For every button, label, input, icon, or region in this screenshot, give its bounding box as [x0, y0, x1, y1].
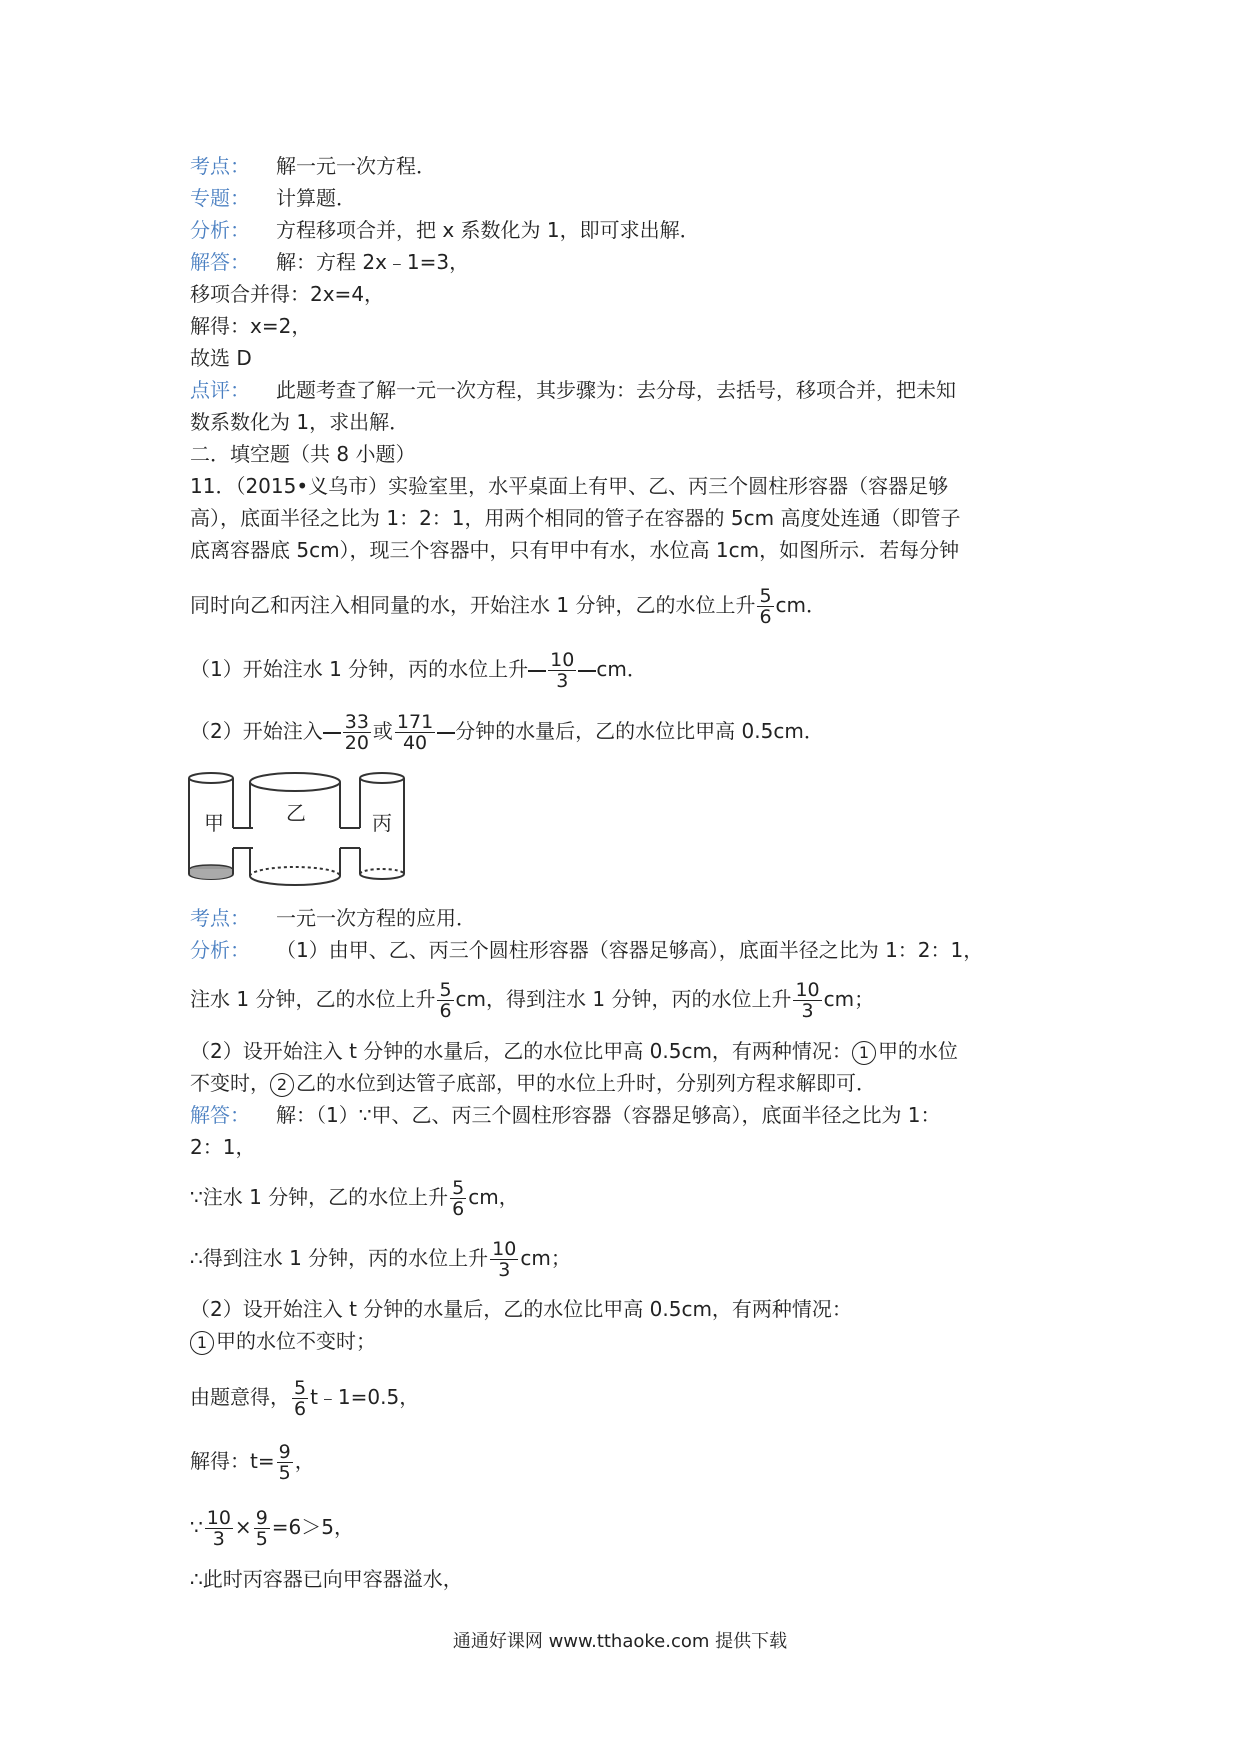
- fenxi-row-2: [190, 937, 1060, 963]
- q11-line-3: 底离容器底 5cm），现三个容器中，只有甲中有水，水位高 1cm，如图所示．若每分钟: [190, 538, 960, 562]
- dianping-row: [190, 377, 1060, 403]
- jieda-row-2: [190, 1102, 1060, 1128]
- jieda2-line-7: [190, 1378, 1060, 1419]
- text: 由题意得，: [190, 1385, 290, 1409]
- q11-line-2: 高），底面半径之比为 1：2：1，用两个相同的管子在容器的 5cm 高度处连通（即管子: [190, 506, 961, 530]
- unit-text: cm．: [596, 657, 647, 681]
- frac-num: 10: [206, 1507, 231, 1529]
- fraction-5-6: [450, 1178, 466, 1219]
- fraction-10-3: [205, 1508, 233, 1549]
- frac-den: 5: [278, 1462, 291, 1484]
- fenxi-row: [190, 217, 1060, 243]
- fraction-10-3: [490, 1239, 518, 1280]
- frac-den: 3: [212, 1528, 225, 1550]
- text: ∴得到注水 1 分钟，丙的水位上升: [190, 1246, 489, 1270]
- fraction-5-6: [757, 586, 773, 627]
- fenxi2-line-3: [190, 1038, 1060, 1065]
- fraction-9-5: [254, 1508, 270, 1549]
- text: 解得：t=: [190, 1449, 275, 1473]
- text: 注水 1 分钟，乙的水位上升: [190, 987, 436, 1011]
- fraction-5-6: [437, 980, 453, 1021]
- text: ∵: [190, 1515, 203, 1539]
- solution-step-3: 故选 D: [190, 346, 252, 370]
- sub2-text: （2）开始注入: [190, 719, 323, 743]
- fraction-9-5: [277, 1442, 293, 1483]
- fraction-5-6: [292, 1378, 308, 1419]
- fraction-171-40: [395, 712, 435, 753]
- frac-num: 10: [550, 649, 575, 671]
- fenxi2-line-4: [190, 1070, 1060, 1097]
- jieda2-line-4: [190, 1239, 1060, 1280]
- label-bing: 丙: [372, 811, 392, 835]
- frac-num: 10: [492, 1238, 517, 1260]
- label-yi: 乙: [286, 801, 306, 825]
- text: （2）设开始注入 t 分钟的水量后，乙的水位比甲高 0.5cm，有两种情况：: [190, 1039, 852, 1063]
- frac-den: 6: [294, 1398, 307, 1420]
- jieda2-line-8: [190, 1442, 1060, 1483]
- jieda-row: [190, 249, 1060, 275]
- times-sign: ×: [234, 1515, 252, 1539]
- kaodian-row-2: [190, 905, 1060, 931]
- frac-den: 3: [556, 670, 569, 692]
- q11-line-1: 11．（2015•义乌市）实验室里，水平桌面上有甲、乙、丙三个圆柱形容器（容器足够: [190, 474, 949, 498]
- frac-num: 9: [278, 1441, 291, 1463]
- frac-num: 171: [396, 711, 434, 733]
- water-body: [190, 869, 232, 879]
- frac-den: 6: [452, 1198, 465, 1220]
- jieda2-line-6: [190, 1328, 1060, 1355]
- solution-step-2: 解得：x=2，: [190, 314, 312, 338]
- fraction-33-20: [343, 712, 371, 753]
- text: 乙的水位到达管子底部，甲的水位上升时，分别列方程求解即可．: [296, 1071, 876, 1095]
- frac-num: 5: [452, 1177, 465, 1199]
- frac-den: 20: [344, 732, 369, 754]
- frac-den: 6: [439, 1000, 452, 1022]
- label-fenxi: 分析：: [190, 218, 250, 242]
- circled-number-2: 2: [270, 1073, 294, 1097]
- fraction-10-3: [548, 650, 576, 691]
- page-footer: 通通好课网 www.tthaoke.com 提供下载: [452, 1631, 788, 1652]
- frac-num: 5: [759, 585, 772, 607]
- fenxi2-line-2: [190, 980, 1060, 1021]
- unit-text: cm；: [823, 987, 875, 1011]
- text: ∵注水 1 分钟，乙的水位上升: [190, 1185, 449, 1209]
- label-jieda: 解答：: [190, 250, 250, 274]
- frac-num: 5: [439, 979, 452, 1001]
- kaodian-row: [190, 153, 1060, 179]
- zhuanti-text: 计算题．: [276, 186, 356, 210]
- kaodian-text-2: 一元一次方程的应用．: [276, 906, 476, 930]
- jieda2-line-9: [190, 1508, 1060, 1549]
- dianping-text-2: 数系数化为 1，求出解．: [190, 410, 410, 434]
- label-jieda: 解答：: [190, 1103, 250, 1127]
- label-jia: 甲: [204, 811, 224, 835]
- zhuanti-row: [190, 185, 1060, 211]
- frac-num: 10: [795, 979, 820, 1001]
- unit-text: cm；: [520, 1246, 571, 1270]
- fraction-10-3: [793, 980, 821, 1021]
- label-kaodian: 考点：: [190, 906, 250, 930]
- text: t﹣1=0.5，: [310, 1385, 420, 1409]
- jieda2-line-2: 2：1，: [190, 1135, 256, 1159]
- answer-blank: [323, 732, 341, 734]
- unit-text: cm．: [775, 593, 827, 617]
- text: ，: [294, 1449, 315, 1473]
- label-kaodian: 考点：: [190, 154, 250, 178]
- frac-den: 6: [759, 606, 772, 628]
- label-fenxi: 分析：: [190, 938, 250, 962]
- frac-den: 3: [498, 1259, 511, 1281]
- frac-den: 40: [402, 732, 428, 754]
- answer-blank: [437, 732, 455, 734]
- jieda-text: 解：方程 2x﹣1=3，: [276, 250, 470, 274]
- text: 不变时，: [190, 1071, 270, 1095]
- frac-den: 5: [255, 1528, 268, 1550]
- jieda2-line-1: 解：（1）∵甲、乙、丙三个圆柱形容器（容器足够高），底面半径之比为 1：: [276, 1103, 941, 1127]
- label-dianping: 点评：: [190, 378, 250, 402]
- frac-num: 9: [255, 1507, 268, 1529]
- text: cm，得到注水 1 分钟，丙的水位上升: [455, 987, 792, 1011]
- dianping-text-1: 此题考查了解一元一次方程，其步骤为：去分母，去括号，移项合并，把未知: [276, 378, 956, 402]
- or-text: 或: [372, 719, 393, 743]
- kaodian-text: 解一元一次方程．: [276, 154, 436, 178]
- q11-line-4: [190, 586, 1060, 627]
- frac-num: 33: [344, 711, 369, 733]
- text: 甲的水位: [877, 1039, 958, 1063]
- sub1-text: （1）开始注水 1 分钟，丙的水位上升: [190, 657, 529, 681]
- solution-step-1: 移项合并得：2x=4，: [190, 282, 385, 306]
- sub2-post-text: 分钟的水量后，乙的水位比甲高 0.5cm．: [455, 719, 824, 743]
- unit-text: cm，: [468, 1185, 519, 1209]
- frac-num: 5: [294, 1377, 307, 1399]
- section-title: 二．填空题（共 8 小题）: [190, 442, 416, 466]
- answer-blank: [578, 670, 596, 672]
- q11-sub-2: [190, 712, 1060, 753]
- frac-den: 3: [801, 1000, 814, 1022]
- answer-blank: [528, 670, 546, 672]
- jieda2-line-10: ∴此时丙容器已向甲容器溢水，: [190, 1567, 463, 1591]
- jieda2-line-5: （2）设开始注入 t 分钟的水量后，乙的水位比甲高 0.5cm，有两种情况：: [190, 1297, 852, 1321]
- text: =6＞5，: [271, 1515, 354, 1539]
- jieda2-line-3: [190, 1178, 1060, 1219]
- text: 甲的水位不变时；: [216, 1329, 376, 1353]
- fenxi2-line-1: （1）由甲、乙、丙三个圆柱形容器（容器足够高），底面半径之比为 1：2：1，: [276, 938, 984, 962]
- cylinder-diagram: [186, 770, 416, 888]
- circled-number-1: 1: [852, 1041, 876, 1065]
- circled-number-1: 1: [190, 1331, 214, 1355]
- q11-sub-1: [190, 650, 1060, 691]
- fenxi-text: 方程移项合并，把 x 系数化为 1，即可求出解．: [276, 218, 700, 242]
- label-zhuanti: 专题：: [190, 186, 250, 210]
- q11-line-4-text: 同时向乙和丙注入相同量的水，开始注水 1 分钟，乙的水位上升: [190, 593, 756, 617]
